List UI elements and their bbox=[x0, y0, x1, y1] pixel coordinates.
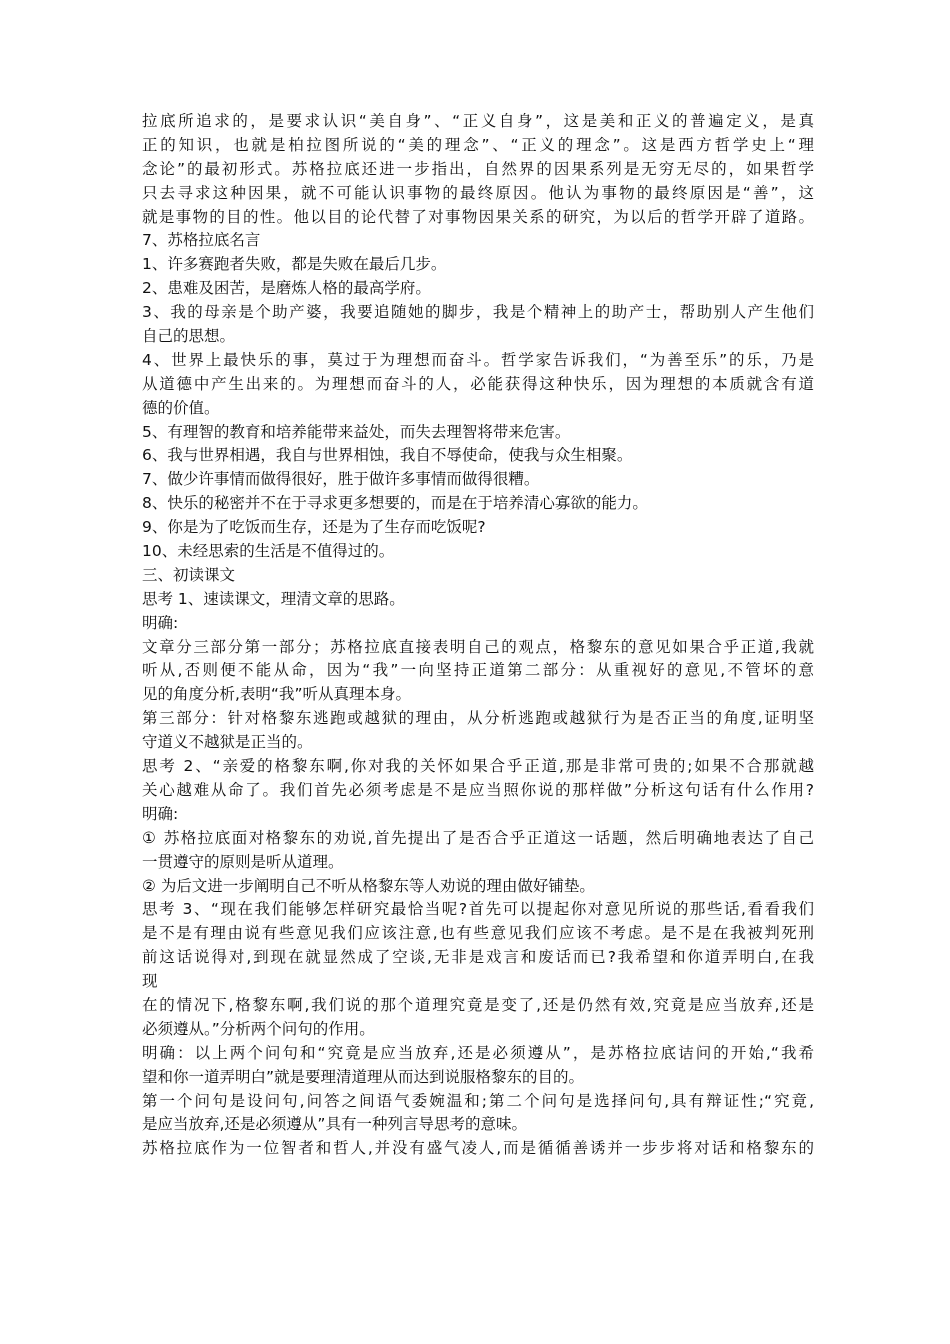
text-line: 10、未经思索的生活是不值得过的。 bbox=[142, 542, 395, 561]
text-line: 7、苏格拉底名言 bbox=[142, 231, 261, 250]
text-line: 必须遵从。”分析两个问句的作用。 bbox=[142, 1019, 375, 1038]
text-line: 明确: bbox=[142, 613, 179, 632]
text-line: 只去寻求这种因果，就不可能认识事物的最终原因。他认为事物的最终原因是“善”，这 bbox=[142, 183, 814, 202]
text-line: 前这话说得对,到现在就显然成了空谈,无非是戏言和废话而已?我希望和你道弄明白,在我 bbox=[142, 948, 814, 967]
text-line: 明确：以上两个问句和“究竟是应当放弃,还是必须遵从”，是苏格拉底诘问的开始,“我希 bbox=[142, 1043, 814, 1062]
text-line: 望和你一道弄明白”就是要理清道理从而达到说服格黎东的目的。 bbox=[142, 1067, 585, 1086]
text-line: 8、快乐的秘密并不在于寻求更多想要的，而是在于培养清心寡欲的能力。 bbox=[142, 494, 648, 513]
text-line: 关心越难从命了。我们首先必须考虑是不是应当照你说的那样做”分析这句话有什么作用? bbox=[142, 780, 814, 799]
text-line: 守道义不越狱是正当的。 bbox=[142, 733, 313, 752]
text-line: 第三部分：针对格黎东逃跑或越狱的理由，从分析逃跑或越狱行为是否正当的角度,证明坚 bbox=[142, 709, 814, 728]
text-line: 是应当放弃,还是必须遵从”具有一种列言导思考的意味。 bbox=[142, 1115, 527, 1134]
text-line: 就是事物的目的性。他以目的论代替了对事物因果关系的研究，为以后的哲学开辟了道路。 bbox=[142, 207, 814, 226]
text-line: 拉底所追求的，是要求认识“美自身”、“正义自身”，这是美和正义的普遍定义，是真 bbox=[142, 112, 814, 130]
text-line: 6、我与世界相遇，我自与世界相蚀，我自不辱使命，使我与众生相聚。 bbox=[142, 446, 633, 465]
text-line: 听从,否则便不能从命，因为“我”一向坚持正道第二部分：从重视好的意见,不管坏的意 bbox=[142, 661, 814, 680]
text-line: 苏格拉底作为一位智者和哲人,并没有盛气凌人,而是循循善诱并一步步将对话和格黎东的 bbox=[142, 1139, 814, 1158]
text-line: 是不是有理由说有些意见我们应该注意,也有些意见我们应该不考虑。是不是在我被判死刑 bbox=[142, 924, 814, 943]
text-line: 思考 2、“亲爱的格黎东啊,你对我的关怀如果合乎正道,那是非常可贵的;如果不合那就越 bbox=[142, 757, 814, 776]
text-line: 3、我的母亲是个助产婆，我要追随她的脚步，我是个精神上的助产士，帮助别人产生他们 bbox=[142, 303, 814, 322]
text-line: 思考 3、“现在我们能够怎样研究最恰当呢?首先可以提起你对意见所说的那些话,看看我们 bbox=[142, 900, 814, 919]
text-line: 现 bbox=[142, 972, 158, 991]
text-line: 德的价值。 bbox=[142, 398, 220, 417]
text-line: 2、患难及困苦，是磨炼人格的最高学府。 bbox=[142, 279, 431, 298]
text-line: 在的情况下,格黎东啊,我们说的那个道理究竟是变了,还是仍然有效,究竟是应当放弃,还是 bbox=[142, 995, 814, 1014]
text-line: 正的知识，也就是柏拉图所说的“美的理念”、“正义的理念”。这是西方哲学史上“理 bbox=[142, 135, 814, 154]
text-line: 思考 1、速读课文，理清文章的思路。 bbox=[142, 589, 405, 608]
text-line: 5、有理智的教育和培养能带来益处，而失去理智将带来危害。 bbox=[142, 422, 571, 441]
text-line: 明确: bbox=[142, 804, 179, 823]
text-line: 9、你是为了吃饭而生存，还是为了生存而吃饭呢? bbox=[142, 518, 486, 537]
document-body bbox=[142, 110, 814, 1161]
text-line: 见的角度分析,表明“我”听从真理本身。 bbox=[142, 685, 411, 704]
text-line: 一贯遵守的原则是听从道理。 bbox=[142, 852, 344, 871]
text-line: 自己的思想。 bbox=[142, 327, 236, 346]
text-line: 念论”的最初形式。苏格拉底还进一步指出，自然界的因果系列是无穷无尽的，如果哲学 bbox=[142, 159, 814, 178]
text-line: 7、做少许事情而做得很好，胜于做许多事情而做得很糟。 bbox=[142, 470, 540, 489]
text-line: ② 为后文进一步阐明自己不听从格黎东等人劝说的理由做好铺垫。 bbox=[142, 876, 595, 895]
text-line: 4、世界上最快乐的事，莫过于为理想而奋斗。哲学家告诉我们，“为善至乐”的乐，乃是 bbox=[142, 350, 814, 369]
text-line: 1、许多赛跑者失败，都是失败在最后几步。 bbox=[142, 255, 447, 274]
text-line: 从道德中产生出来的。为理想而奋斗的人，必能获得这种快乐，因为理想的本质就含有道 bbox=[142, 374, 814, 393]
text-line: 第一个问句是设问句,问答之间语气委婉温和;第二个问句是选择问句,具有辩证性;“究竟, bbox=[142, 1091, 814, 1110]
text-line: ① 苏格拉底面对格黎东的劝说,首先提出了是否合乎正道这一话题，然后明确地表达了自己 bbox=[142, 828, 814, 847]
text-line: 文章分三部分第一部分；苏格拉底直接表明自己的观点，格黎东的意见如果合乎正道,我就 bbox=[142, 637, 814, 656]
text-line: 三、初读课文 bbox=[142, 565, 236, 584]
